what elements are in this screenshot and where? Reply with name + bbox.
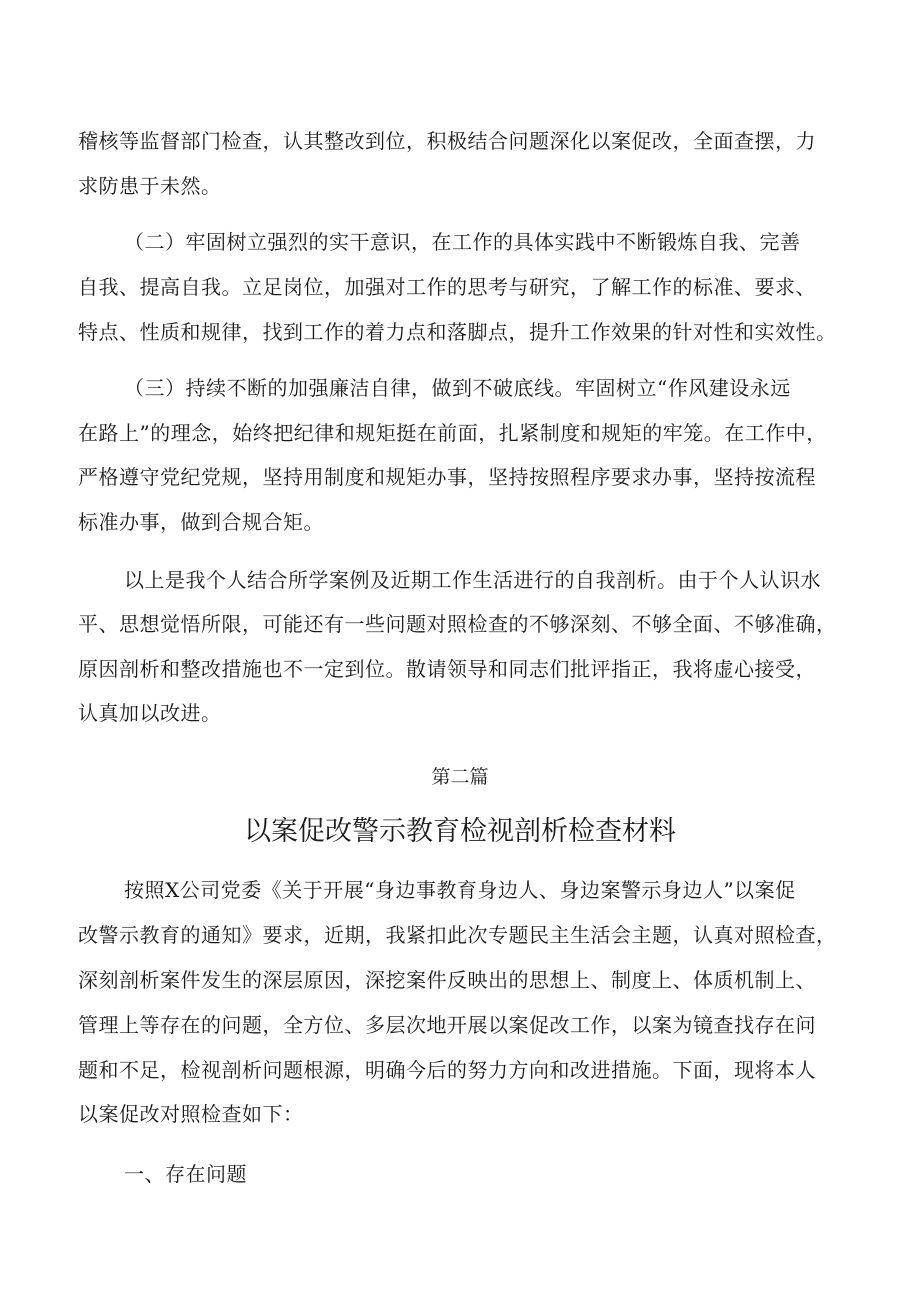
paragraph-line: 严格遵守党纪党规，坚持用制度和规矩办事，坚持按照程序要求办事，坚持按流程 <box>78 465 816 489</box>
paragraph-line: 按照X公司党委《关于开展“身边事教育身边人、身边案警示身边人”以案促 <box>124 878 796 902</box>
paragraph-line: 以案促改对照检查如下： <box>78 1102 304 1126</box>
paragraph-line: （三）持续不断的加强廉洁自律，做到不破底线。牢固树立“作风建设永远 <box>124 376 791 400</box>
paragraph-line: 稽核等监督部门检查，认其整改到位，积极结合问题深化以案促改，全面查摆，力 <box>78 129 816 153</box>
paragraph-line: 改警示教育的通知》要求，近期，我紧扣此次专题民主生活会主题，认真对照检查， <box>78 923 837 947</box>
paragraph-line: 以上是我个人结合所学案例及近期工作生活进行的自我剖析。由于个人认识水 <box>124 568 821 592</box>
paragraph-line: 求防患于未然。 <box>78 174 222 198</box>
paragraph-line: 管理上等存在的问题，全方位、多层次地开展以案促改工作，以案为镜查找存在问 <box>78 1013 816 1037</box>
paragraph-line: 平、思想觉悟所限，可能还有一些问题对照检查的不够深刻、不够全面、不够准确， <box>78 612 837 636</box>
section-label: 第二篇 <box>431 766 489 788</box>
paragraph-line: 题和不足，检视剖析问题根源，明确今后的努力方向和改进措施。下面，现将本人 <box>78 1058 816 1082</box>
paragraph-line: 认真加以改进。 <box>78 701 222 725</box>
paragraph-line: 自我、提高自我。立足岗位，加强对工作的思考与研究，了解工作的标准、要求、 <box>78 275 816 299</box>
document-title: 以案促改警示教育检视剖析检查材料 <box>244 816 676 847</box>
paragraph-line: 特点、性质和规律，找到工作的着力点和落脚点，提升工作效果的针对性和实效性。 <box>78 320 837 344</box>
paragraph-line: 在路上”的理念，始终把纪律和规矩挺在前面，扎紧制度和规矩的牢笼。在工作中， <box>78 421 827 445</box>
paragraph-line: （二）牢固树立强烈的实干意识，在工作的具体实践中不断锻炼自我、完善 <box>124 230 801 254</box>
paragraph-line: 标准办事，做到合规合矩。 <box>78 510 324 534</box>
paragraph-line: 原因剖析和整改措施也不一定到位。散请领导和同志们批评指正，我将虚心接受， <box>78 657 816 681</box>
paragraph-line: 深刻剖析案件发生的深层原因，深挖案件反映出的思想上、制度上、体质机制上、 <box>78 968 816 992</box>
section-heading: 一、存在问题 <box>124 1162 247 1186</box>
